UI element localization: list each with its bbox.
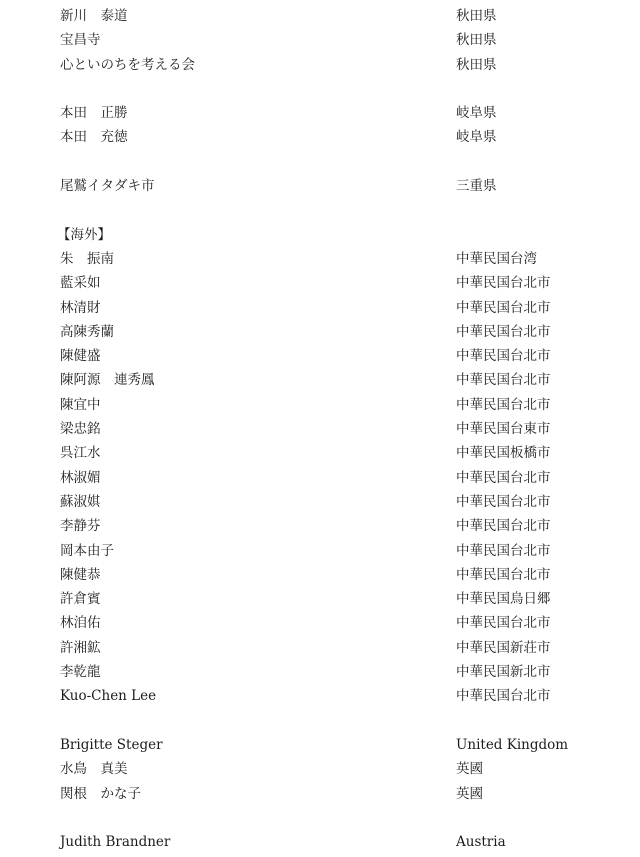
donor-location: 中華民国台北市	[456, 396, 551, 413]
donor-location: 中華民国台北市	[456, 299, 551, 316]
donor-location: 中華民国台北市	[456, 566, 551, 583]
donor-location: 三重県	[456, 178, 497, 195]
donor-location: 中華民国新荘市	[456, 639, 551, 656]
donor-name: 陳阿源 連秀鳳	[60, 372, 155, 389]
list-item	[0, 636, 640, 660]
list-item	[0, 757, 640, 781]
donor-location: 秋田県	[456, 32, 497, 49]
donor-name: 李乾龍	[60, 664, 101, 681]
list-item	[0, 466, 640, 490]
section-heading-row	[0, 223, 640, 247]
donor-location: 中華民国台北市	[456, 493, 551, 510]
donor-location: Austria	[456, 834, 506, 851]
donor-location: 秋田県	[456, 56, 497, 73]
list-item	[0, 271, 640, 295]
list-item	[0, 53, 640, 77]
donor-location: 中華民国烏日郷	[456, 591, 551, 608]
spacer	[0, 77, 640, 101]
donor-location: 中華民国板橋市	[456, 445, 551, 462]
donor-name: 新川 泰道	[60, 8, 128, 24]
donor-name: 宝昌寺	[60, 32, 101, 49]
donor-location: 英國	[456, 761, 483, 778]
donor-name: 関根 かな子	[60, 785, 141, 802]
donor-location: 中華民国台東市	[456, 421, 551, 438]
list-item	[0, 490, 640, 514]
spacer	[0, 709, 640, 733]
spacer	[0, 198, 640, 222]
list-item	[0, 296, 640, 320]
section-heading: 【海外】	[57, 226, 111, 243]
list-item	[0, 320, 640, 344]
donor-name: 蘇淑娸	[60, 493, 101, 510]
list-item	[0, 514, 640, 538]
donor-name: Judith Brandner	[60, 834, 171, 851]
donor-name: 陳健恭	[60, 566, 101, 583]
donor-location: 中華民国新北市	[456, 664, 551, 681]
list-item	[0, 441, 640, 465]
spacer	[0, 806, 640, 830]
donor-location: 英國	[456, 785, 483, 802]
donor-name: 呉江水	[60, 445, 101, 462]
list-item	[0, 733, 640, 757]
donor-name: 心といのちを考える会	[60, 56, 195, 73]
donor-name: 本田 充徳	[60, 129, 128, 146]
list-item	[0, 782, 640, 806]
donor-location: 秋田県	[456, 8, 497, 24]
donor-name: 水鳥 真美	[60, 761, 128, 778]
list-item	[0, 563, 640, 587]
donor-location: 中華民国台北市	[456, 323, 551, 340]
donor-name: 林清財	[60, 299, 101, 316]
donor-location: 中華民国台北市	[456, 469, 551, 486]
donor-location: 中華民国台北市	[456, 372, 551, 389]
donor-name: 梁忠銘	[60, 421, 101, 438]
list-item	[0, 174, 640, 198]
list-item	[0, 539, 640, 563]
donor-location: 中華民国台北市	[456, 688, 551, 705]
donor-name: 尾鷲イタダキ市	[60, 178, 155, 195]
list-item	[0, 368, 640, 392]
list-item	[0, 125, 640, 149]
list-item	[0, 660, 640, 684]
list-item	[0, 28, 640, 52]
list-item	[0, 4, 640, 28]
donor-name: 陳健盛	[60, 348, 101, 365]
donor-location: 中華民国台北市	[456, 615, 551, 632]
donor-name: Brigitte Steger	[60, 736, 163, 753]
donor-location: 中華民国台北市	[456, 542, 551, 559]
spacer	[0, 150, 640, 174]
list-item	[0, 417, 640, 441]
donor-name: 高陳秀蘭	[60, 323, 114, 340]
list-item	[0, 830, 640, 854]
list-item	[0, 587, 640, 611]
donor-location: 岐阜県	[456, 129, 497, 146]
donor-location: 中華民国台北市	[456, 518, 551, 535]
donor-name: 藍采如	[60, 275, 101, 292]
donor-name: 林洎佑	[60, 615, 101, 632]
donor-name: 岡本由子	[60, 542, 114, 559]
list-item	[0, 344, 640, 368]
donor-location: 中華民国台北市	[456, 275, 551, 292]
list-item	[0, 684, 640, 708]
list-item	[0, 247, 640, 271]
donor-location: 中華民国台北市	[456, 348, 551, 365]
list-item	[0, 101, 640, 125]
donor-name: 陳宜中	[60, 396, 101, 413]
donor-location: United Kingdom	[456, 736, 569, 753]
donor-location: 岐阜県	[456, 105, 497, 122]
donor-name: 許湘鉱	[60, 639, 101, 656]
donor-name: 本田 正勝	[60, 105, 128, 122]
donor-name: 許倉賓	[60, 591, 101, 608]
donor-location: 中華民国台湾	[456, 250, 537, 267]
donor-name: Kuo-Chen Lee	[60, 688, 157, 705]
donor-name: 朱 振南	[60, 250, 114, 267]
list-item	[0, 393, 640, 417]
donor-list	[0, 4, 640, 854]
list-item	[0, 611, 640, 635]
donor-name: 李静芬	[60, 518, 101, 535]
donor-name: 林淑媚	[60, 469, 101, 486]
